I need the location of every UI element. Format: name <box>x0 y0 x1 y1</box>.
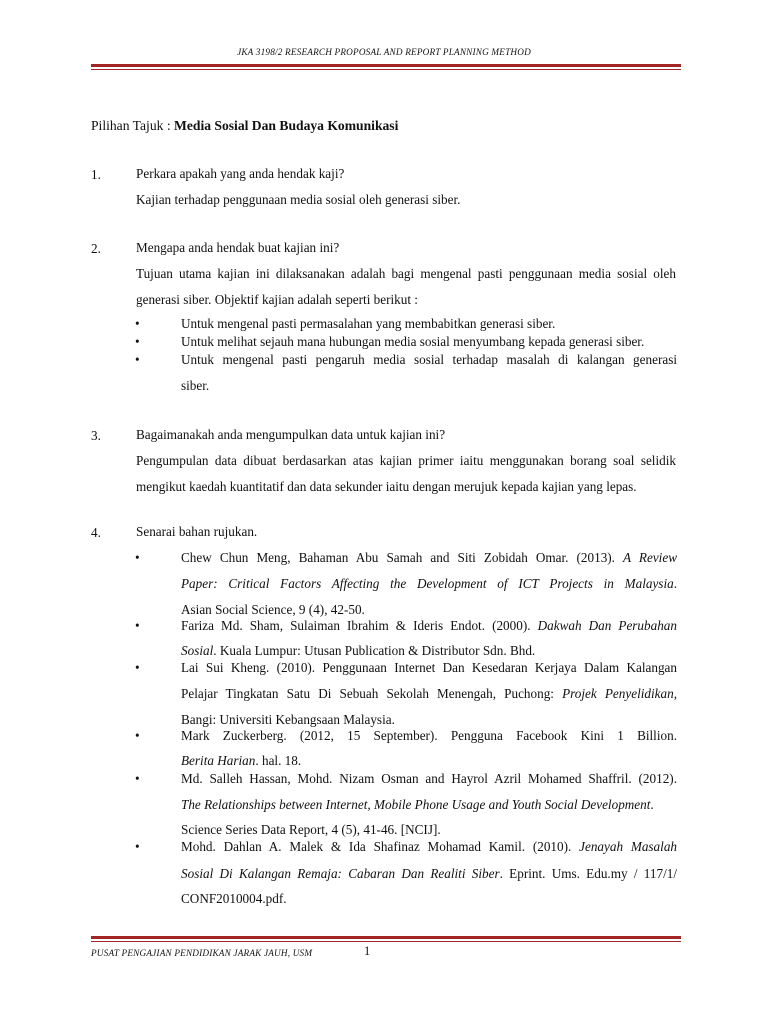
q2-bullet-1-glyph: • <box>135 316 140 331</box>
q2-answer-line-2: generasi siber. Objektif kajian adalah seperti berikut : <box>136 292 418 307</box>
q2-bullet-3-line-1: Untuk mengenal pasti pengaruh media sosial terhadap masalah di kalangan generasi <box>181 352 677 367</box>
ref-6-title-start: Jenayah Masalah <box>579 839 678 854</box>
q2-bullet-3-glyph: • <box>135 352 140 367</box>
q3-question: Bagaimanakah anda mengumpulkan data untuk kajian ini? <box>136 427 446 442</box>
q4-question: Senarai bahan rujukan. <box>136 524 258 539</box>
ref-2-title: Sosial <box>181 643 214 658</box>
ref-4-line-1: Mark Zuckerberg. (2012, 15 September). Pengguna Facebook Kini 1 Billion. <box>181 728 677 743</box>
ref-1-title-start: A Review <box>623 550 677 565</box>
footer-rule-thick <box>91 936 681 939</box>
q1-answer: Kajian terhadap penggunaan media sosial oleh generasi siber. <box>136 192 461 207</box>
ref-3-line-2 <box>181 686 677 702</box>
ref-1-line-1 <box>181 550 677 566</box>
header-title: JKA 3198/2 RESEARCH PROPOSAL AND REPORT PLANNING METHOD <box>237 47 531 57</box>
q2-bullet-2-glyph: • <box>135 334 140 349</box>
ref-1-title: Paper: Critical Factors Affecting the Development of ICT Projects in Malaysia <box>181 576 674 591</box>
ref-3-bullet: • <box>135 660 140 675</box>
page-number: 1 <box>364 944 371 958</box>
q4-number: 4. <box>91 525 101 540</box>
ref-6-bullet: • <box>135 839 140 854</box>
footer-title: PUSAT PENGAJIAN PENDIDIKAN JARAK JAUH, USM <box>91 948 313 958</box>
ref-2-authors: Fariza Md. Sham, Sulaiman Ibrahim & Ideris Endot. (2000). <box>181 618 538 633</box>
ref-2-bullet: • <box>135 618 140 633</box>
ref-5-source: Science Series Data Report, 4 (5), 41-46. [NCIJ]. <box>181 822 441 837</box>
q2-bullet-1: Untuk mengenal pasti permasalahan yang membabitkan generasi siber. <box>181 316 556 331</box>
ref-1-source: Asian Social Science, 9 (4), 42-50. <box>181 602 365 617</box>
ref-3-title: Pelajar Tingkatan Satu Di Sebuah Sekolah Menengah, Puchong: <box>181 686 563 701</box>
header-rule-thin <box>91 69 681 70</box>
ref-4-page: . hal. 18. <box>255 753 302 768</box>
ref-3-source: Bangi: Universiti Kebangsaan Malaysia. <box>181 712 395 727</box>
ref-3-comma: , <box>673 686 678 701</box>
topic-line <box>91 118 398 134</box>
ref-2-line-2 <box>181 643 677 659</box>
ref-6-title: Sosial Di Kalangan Remaja: Cabaran Dan Realiti Siber <box>181 866 500 881</box>
ref-5-title: The Relationships between Internet, Mobile Phone Usage and Youth Social Development <box>181 797 651 812</box>
ref-6-line-1 <box>181 839 677 855</box>
ref-3-type: Projek Penyelidikan <box>562 686 674 701</box>
q3-answer-line-2: mengikut kaedah kuantitatif dan data sekunder iaitu dengan merujuk kepada kajian yang lepas. <box>136 479 637 494</box>
ref-5-line-2 <box>181 797 677 813</box>
ref-5-bullet: • <box>135 771 140 786</box>
ref-2-publisher: . Kuala Lumpur: Utusan Publication & Distributor Sdn. Bhd. <box>213 643 536 658</box>
ref-5-line-1: Md. Salleh Hassan, Mohd. Nizam Osman and Hayrol Azril Mohamed Shaffril. (2012). <box>181 771 677 786</box>
q2-bullet-2: Untuk melihat sejauh mana hubungan media sosial menyumbang kepada generasi siber. <box>181 334 645 349</box>
ref-4-source: Berita Harian <box>181 753 256 768</box>
ref-2-title-start: Dakwah Dan Perubahan <box>537 618 677 633</box>
header-rule-thick <box>91 64 681 67</box>
q1-question: Perkara apakah yang anda hendak kaji? <box>136 166 345 181</box>
ref-4-line-2 <box>181 753 677 769</box>
footer-rule-thin <box>91 941 681 942</box>
q2-number: 2. <box>91 241 101 256</box>
q2-answer-line-1: Tujuan utama kajian ini dilaksanakan adalah bagi mengenal pasti penggunaan media sosial oleh <box>136 266 676 281</box>
ref-6-source: . Eprint. Ums. Edu.my / 117/1/ <box>499 866 677 881</box>
ref-5-period: . <box>650 797 654 812</box>
ref-4-bullet: • <box>135 728 140 743</box>
q3-number: 3. <box>91 428 101 443</box>
ref-6-authors: Mohd. Dahlan A. Malek & Ida Shafinaz Mohamad Kamil. (2010). <box>181 839 580 854</box>
ref-2-line-1 <box>181 618 677 634</box>
q1-number: 1. <box>91 167 101 182</box>
ref-6-file: CONF2010004.pdf. <box>181 891 287 906</box>
ref-1-line-2 <box>181 576 677 592</box>
q3-answer-line-1: Pengumpulan data dibuat berdasarkan atas kajian primer iaitu menggunakan borang soal selidik <box>136 453 676 468</box>
ref-1-bullet: • <box>135 550 140 565</box>
ref-3-line-1: Lai Sui Kheng. (2010). Penggunaan Internet Dan Kesedaran Kerjaya Dalam Kalangan <box>181 660 677 675</box>
topic-label: Pilihan Tajuk : <box>91 118 175 133</box>
q2-question: Mengapa anda hendak buat kajian ini? <box>136 240 340 255</box>
ref-1-period: . <box>673 576 677 591</box>
ref-6-line-2 <box>181 866 677 882</box>
ref-1-authors: Chew Chun Meng, Bahaman Abu Samah and Siti Zobidah Omar. (2013). <box>181 550 624 565</box>
topic-value: Media Sosial Dan Budaya Komunikasi <box>174 118 399 133</box>
q2-bullet-3-line-2: siber. <box>181 378 210 393</box>
